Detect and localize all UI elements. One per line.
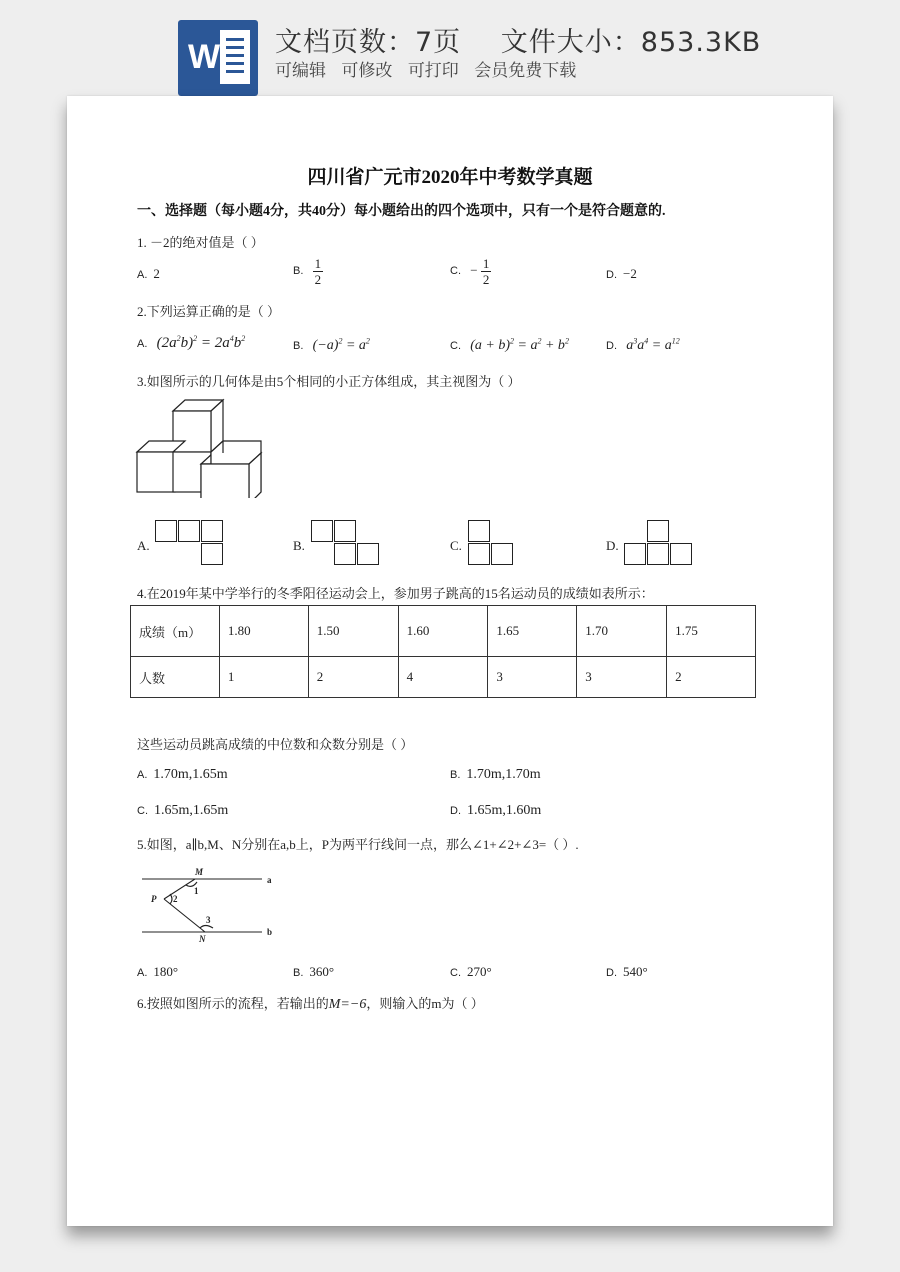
- file-size: 文件大小：853.3KB: [500, 27, 762, 58]
- fig-label-3: 3: [206, 915, 211, 925]
- question-5-stem: 5.如图，a∥b,M、N分别在a,b上，P为两平行线间一点，那么∠1+∠2+∠3=（ ）.: [137, 837, 579, 852]
- table-cell: 1.50: [308, 606, 398, 657]
- fig-label-n: N: [199, 934, 206, 944]
- q1-option-b: B. $\frac{1}{2}$: [293, 256, 322, 287]
- table-cell: 1.65: [488, 606, 577, 657]
- question-2-stem: 2.下列运算正确的是（ ）: [137, 304, 281, 319]
- q5-option-c: C. 270°: [450, 964, 492, 979]
- question-3-stem: 3.如图所示的几何体是由5个相同的小正方体组成，其主视图为（ ）: [137, 374, 521, 389]
- table-cell: 3: [577, 657, 667, 698]
- document-title: 四川省广元市2020年中考数学真题: [307, 167, 593, 188]
- parallel-lines-figure: [137, 866, 287, 946]
- table-cell: 3: [488, 657, 577, 698]
- q5-option-a: A. 180°: [137, 964, 179, 979]
- score-table: [130, 605, 756, 698]
- q2-option-d: D. $a^3a^4 = a^{12}$: [606, 336, 680, 353]
- q3-option-d-label: D.: [606, 538, 619, 553]
- document-page: [67, 96, 833, 1226]
- word-document-icon: W: [178, 20, 258, 96]
- q2-option-b: B. $(-a)^2 = a^2$: [293, 336, 370, 353]
- cube-solid-figure: [135, 398, 265, 498]
- feature-editable: 可编辑: [275, 61, 326, 81]
- q4-option-d: D. 1.65m,1.60m: [450, 803, 542, 818]
- page-count: 文档页数：7页: [275, 27, 462, 58]
- q2-option-c: C. $(a + b)^2 = a^2 + b^2$: [450, 336, 569, 353]
- fig-label-m: M: [195, 867, 204, 877]
- q1-option-a: A. 2: [137, 266, 160, 281]
- question-6-stem: 6.按照如图所示的流程，若输出的M=−6，则输入的m为（ ）: [137, 996, 484, 1012]
- table-row: [131, 657, 756, 698]
- fig-label-1: 1: [194, 886, 199, 896]
- file-info-header: [0, 0, 900, 96]
- q2-option-a: A. $(2a^2b)^2 = 2a^4b^2$: [137, 334, 246, 351]
- table-cell: 1.80: [219, 606, 308, 657]
- q5-option-d: D. 540°: [606, 964, 648, 979]
- q4-option-b: B. 1.70m,1.70m: [450, 767, 541, 782]
- section-heading: 一、选择题（每小题4分，共40分）每小题给出的四个选项中，只有一个是符合题意的.: [137, 204, 666, 219]
- table-cell: 1: [219, 657, 308, 698]
- q3-option-b-label: B.: [293, 538, 305, 553]
- table-cell: 2: [308, 657, 398, 698]
- q4-option-c: C. 1.65m,1.65m: [137, 803, 229, 818]
- table-cell: 1.60: [398, 606, 488, 657]
- table-cell: 1.75: [667, 606, 756, 657]
- q3-option-c-label: C.: [450, 538, 462, 553]
- table-cell: 2: [667, 657, 756, 698]
- q5-option-b: B. 360°: [293, 964, 335, 979]
- question-4-prompt: 这些运动员跳高成绩的中位数和众数分别是（ ）: [137, 737, 414, 752]
- feature-member-download: 会员免费下载: [474, 61, 577, 81]
- feature-printable: 可打印: [407, 61, 459, 81]
- feature-list: [275, 56, 586, 81]
- feature-modifiable: 可修改: [341, 61, 393, 81]
- fig-label-p: P: [151, 894, 157, 904]
- file-stats: [275, 20, 761, 59]
- table-row: [131, 606, 756, 657]
- q4-option-a: A. 1.70m,1.65m: [137, 767, 228, 782]
- table-cell: 4: [398, 657, 488, 698]
- question-4-stem: 4.在2019年某中学举行的冬季阳径运动会上，参加男子跳高的15名运动员的成绩如表所示：: [137, 586, 654, 601]
- question-1-stem: 1. －2的绝对值是（ ）: [137, 235, 264, 250]
- fig-label-a: a: [267, 875, 272, 885]
- table-cell: 1.70: [577, 606, 667, 657]
- q1-option-d: D. −2: [606, 266, 637, 281]
- table-cell: 成绩（m）: [131, 606, 220, 657]
- table-cell: 人数: [131, 657, 220, 698]
- fig-label-2: 2: [173, 894, 178, 904]
- q1-option-c: C. − $\frac{1}{2}$: [450, 256, 490, 287]
- fig-label-b: b: [267, 927, 273, 937]
- q3-option-a-label: A.: [137, 538, 150, 553]
